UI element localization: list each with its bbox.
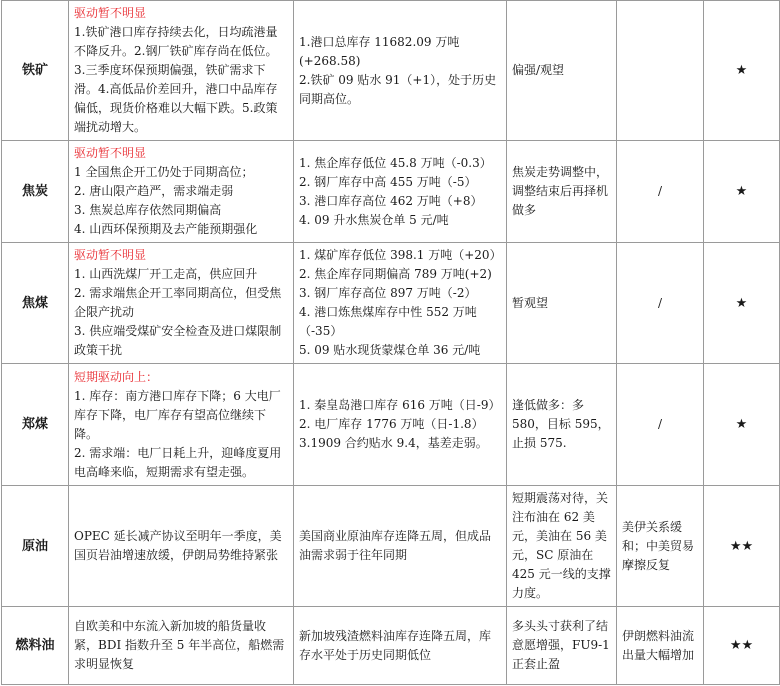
- drive-line: 1 全国焦企开工仍处于同期高位；: [74, 165, 254, 179]
- rating-stars: ★: [704, 1, 780, 141]
- view-cell: 多头头寸获利了结意愿增强，FU9-1 正套止盈: [507, 607, 617, 685]
- data-line: 1.港口总库存 11682.09 万吨(+268.58): [299, 34, 460, 68]
- commodity-name: 原油: [2, 486, 69, 607]
- drive-cell: [69, 243, 294, 364]
- data-line: 1. 焦企库存低位 45.8 万吨（-0.3）: [299, 155, 492, 170]
- data-line: 3.1909 合约贴水 9.4，基差走弱。: [299, 436, 488, 450]
- rating-stars: ★: [704, 243, 780, 364]
- data-line: 4. 港口炼焦煤库存中性 552 万吨（-35）: [299, 305, 477, 338]
- drive-cell: OPEC 延长减产协议至明年一季度，美国页岩油增速放缓，伊朗局势维持紧张: [69, 486, 294, 607]
- risk-cell: 伊朗燃料油流出量大幅增加: [617, 607, 704, 685]
- data-line: 3. 港口库存高位 462 万吨（+8）: [299, 193, 483, 208]
- risk-cell: 美伊关系缓和；中美贸易摩擦反复: [617, 486, 704, 607]
- drive-line: 4. 山西环保预期及去产能预期强化: [74, 222, 258, 236]
- drive-line: 2. 需求端：电厂日耗上升，迎峰度夏用电高峰来临，短期需求有望走强。: [74, 445, 282, 479]
- risk-cell: /: [617, 243, 704, 364]
- drive-cell: [69, 141, 294, 243]
- drive-line: 2. 唐山限产趋严，需求端走弱: [74, 184, 234, 198]
- table-row: [2, 607, 780, 685]
- drive-line: 3. 供应端受煤矿安全检查及进口煤限制政策干扰: [74, 324, 282, 357]
- data-line: 3. 钢厂库存高位 897 万吨（-2）: [299, 286, 477, 300]
- commodity-name: 焦煤: [2, 243, 69, 364]
- data-cell: 新加坡残渣燃料油库存连降五周，库存水平处于历史同期低位: [294, 607, 507, 685]
- table-row: [2, 1, 780, 141]
- data-cell: [294, 1, 507, 141]
- data-cell: [294, 364, 507, 486]
- drive-label: 驱动暂不明显: [74, 248, 147, 262]
- rating-stars: ★★: [704, 607, 780, 685]
- risk-cell: [617, 1, 704, 141]
- data-line: 5. 09 贴水现货蒙煤仓单 36 元/吨: [299, 343, 481, 357]
- data-line: 4. 09 升水焦炭仓单 5 元/吨: [299, 212, 449, 227]
- table-row: [2, 141, 780, 243]
- data-line: 1. 煤矿库存低位 398.1 万吨（+20）: [299, 248, 502, 262]
- data-cell: [294, 141, 507, 243]
- data-line: 2.铁矿 09 贴水 91（+1），处于历史同期高位。: [299, 72, 497, 106]
- data-cell: [294, 243, 507, 364]
- drive-line: 1. 库存：南方港口库存下降；6 大电厂库存下降，电厂库存有望高位继续下降。: [74, 388, 281, 441]
- commodity-name: 焦炭: [2, 141, 69, 243]
- table-row: [2, 243, 780, 364]
- futures-outlook-table: [1, 0, 780, 685]
- data-cell: 美国商业原油库存连降五周，但成品油需求弱于往年同期: [294, 486, 507, 607]
- drive-label: 短期驱动向上：: [74, 369, 159, 384]
- risk-cell: /: [617, 141, 704, 243]
- commodity-name: 燃料油: [2, 607, 69, 685]
- rating-stars: ★★: [704, 486, 780, 607]
- data-line: 2. 钢厂库存中高 455 万吨（-5）: [299, 174, 477, 189]
- drive-line: 1. 山西洗煤厂开工走高，供应回升: [74, 267, 258, 281]
- drive-cell: [69, 364, 294, 486]
- view-cell: 偏强/观望: [507, 1, 617, 141]
- drive-cell: [69, 1, 294, 141]
- commodity-name: 铁矿: [2, 1, 69, 141]
- view-cell: 短期震荡对待，关注布油在 62 美元，美油在 56 美元，SC 原油在 425 元一线的支撑力度。: [507, 486, 617, 607]
- view-cell: 焦炭走势调整中，调整结束后再择机做多: [507, 141, 617, 243]
- drive-cell: 自欧美和中东流入新加坡的船货量收紧，BDI 指数升至 5 年半高位，船燃需求明显恢复: [69, 607, 294, 685]
- drive-label: 驱动暂不明显: [74, 6, 147, 20]
- view-cell: 暂观望: [507, 243, 617, 364]
- commodity-name: 郑煤: [2, 364, 69, 486]
- drive-line: 2. 需求端焦企开工率同期高位，但受焦企限产扰动: [74, 286, 282, 319]
- view-cell: 逢低做多：多 580，目标 595，止损 575.: [507, 364, 617, 486]
- data-line: 2. 电厂库存 1776 万吨（日-1.8）: [299, 417, 484, 431]
- rating-stars: ★: [704, 141, 780, 243]
- risk-cell: /: [617, 364, 704, 486]
- data-line: 1. 秦皇岛港口库存 616 万吨（日-9）: [299, 398, 501, 412]
- rating-stars: ★: [704, 364, 780, 486]
- drive-text: 1.铁矿港口库存持续去化，日均疏港量不降反升。2.钢厂铁矿库存尚在低位。3.三季度环保预期偏强，铁矿需求下滑。4.高低品价差回升，港口中品库存偏低，现货价格难以大幅下跌。5.政策端扰动增大。: [74, 25, 278, 134]
- table-row: [2, 364, 780, 486]
- data-line: 2. 焦企库存同期偏高 789 万吨(+2): [299, 267, 492, 281]
- drive-line: 3. 焦炭总库存依然同期偏高: [74, 203, 222, 217]
- drive-label: 驱动暂不明显: [74, 146, 147, 160]
- table-row: [2, 486, 780, 607]
